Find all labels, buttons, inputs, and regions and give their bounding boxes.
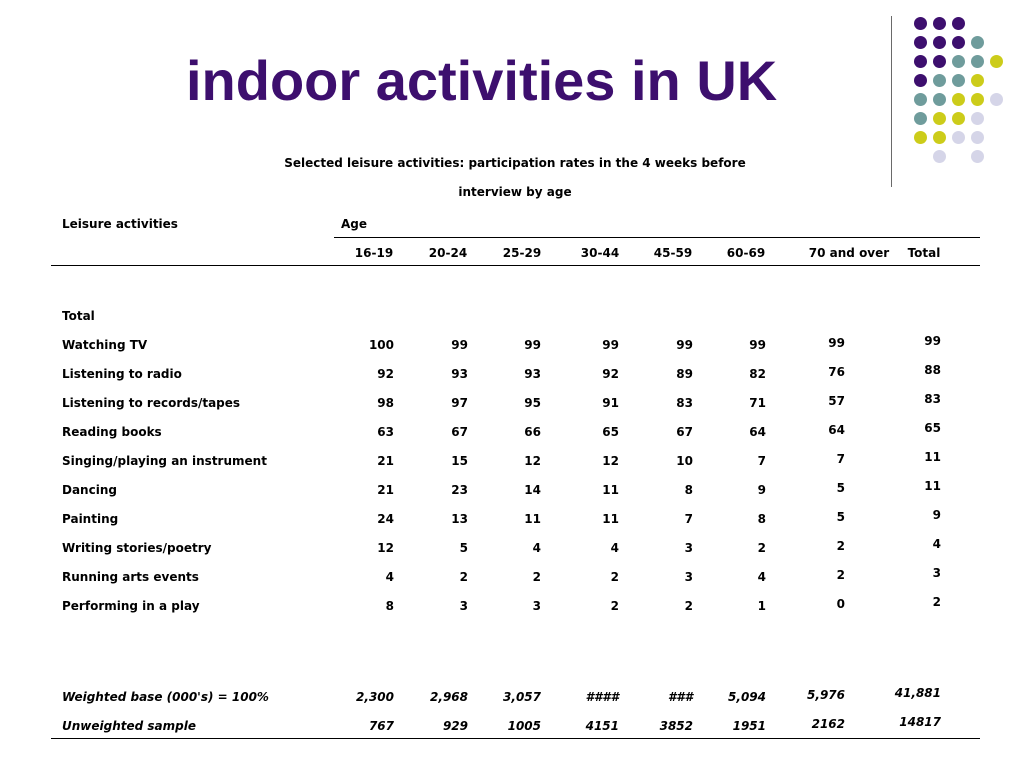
table-bottom-rule: [51, 738, 980, 739]
activity-label: Writing stories/poetry: [62, 541, 212, 555]
activity-label: Watching TV: [62, 338, 148, 352]
header-bottom-rule: [51, 265, 980, 266]
activity-label: Singing/playing an instrument: [62, 454, 267, 468]
decorative-dot: [914, 112, 927, 125]
decorative-dot: [952, 36, 965, 49]
column-header: 70 and over: [808, 246, 890, 260]
table-cell: 98: [377, 396, 394, 410]
decorative-dot: [971, 93, 984, 106]
table-cell: 11: [524, 512, 541, 526]
table-cell: 15: [451, 454, 468, 468]
decorative-dot: [933, 93, 946, 106]
footer-cell: 2162: [811, 717, 845, 731]
table-cell: 65: [602, 425, 619, 439]
decorative-dot: [914, 36, 927, 49]
table-cell: 92: [377, 367, 394, 381]
table-cell: 99: [524, 338, 541, 352]
table-cell: 3: [684, 570, 693, 584]
decorative-dot: [952, 93, 965, 106]
table-cell: 12: [524, 454, 541, 468]
column-header: 16-19: [354, 246, 394, 260]
decorative-dot: [971, 55, 984, 68]
table-cell: 76: [828, 365, 845, 379]
table-cell: 12: [602, 454, 619, 468]
decorative-dot: [914, 131, 927, 144]
table-cell: 99: [676, 338, 693, 352]
table-cell: 8: [684, 483, 693, 497]
table-cell: 2: [459, 570, 468, 584]
table-cell: 93: [451, 367, 468, 381]
footer-cell: 2,300: [356, 690, 394, 704]
table-cell: 10: [676, 454, 693, 468]
decorative-dot: [914, 55, 927, 68]
table-cell: 99: [828, 336, 845, 350]
decorative-dot: [933, 55, 946, 68]
decorative-dot: [933, 112, 946, 125]
table-cell: 23: [451, 483, 468, 497]
decorative-dot: [952, 74, 965, 87]
column-header: 20-24: [428, 246, 468, 260]
table-cell: 2: [836, 568, 845, 582]
column-header: Total: [907, 246, 941, 260]
table-cell: 7: [836, 452, 845, 466]
table-cell: 95: [524, 396, 541, 410]
table-cell: 3: [459, 599, 468, 613]
table-cell: 3: [532, 599, 541, 613]
table-cell: 5: [459, 541, 468, 555]
table-cell: 4: [932, 537, 941, 551]
activity-label: Listening to records/tapes: [62, 396, 241, 410]
page-title: indoor activities in UK: [186, 49, 778, 112]
activity-label: Performing in a play: [62, 599, 200, 613]
activity-label: Dancing: [62, 483, 117, 497]
decorative-dot: [933, 131, 946, 144]
column-header: 30-44: [580, 246, 620, 260]
section-label-total: Total: [62, 309, 95, 323]
table-cell: 63: [377, 425, 394, 439]
table-cell: 2: [532, 570, 541, 584]
table-cell: 65: [924, 421, 941, 435]
table-cell: 11: [924, 450, 941, 464]
table-cell: 99: [602, 338, 619, 352]
table-cell: 67: [451, 425, 468, 439]
table-cell: 88: [924, 363, 941, 377]
column-header: 60-69: [726, 246, 766, 260]
table-cell: 83: [676, 396, 693, 410]
decorative-dot: [952, 17, 965, 30]
table-caption-line1: Selected leisure activities: participation rates in the 4 weeks before: [284, 156, 746, 170]
table-cell: 13: [451, 512, 468, 526]
table-cell: 66: [524, 425, 541, 439]
table-cell: 97: [451, 396, 468, 410]
decorative-dot: [990, 93, 1003, 106]
table-cell: 12: [377, 541, 394, 555]
decorative-dot: [914, 93, 927, 106]
table-cell: 7: [757, 454, 766, 468]
table-cell: 7: [684, 512, 693, 526]
table-cell: 67: [676, 425, 693, 439]
footer-cell: 1005: [507, 719, 541, 733]
decorative-dot: [914, 17, 927, 30]
table-cell: 4: [532, 541, 541, 555]
table-cell: 3: [932, 566, 941, 580]
decorative-dot: [971, 74, 984, 87]
decorative-dot: [971, 112, 984, 125]
footer-cell: 2,968: [430, 690, 468, 704]
footer-row-label: Weighted base (000's) = 100%: [62, 690, 269, 704]
footer-cell: ####: [585, 690, 619, 704]
footer-cell: 3852: [659, 719, 693, 733]
table-cell: 99: [451, 338, 468, 352]
table-cell: 8: [385, 599, 394, 613]
decorative-dot: [952, 131, 965, 144]
footer-cell: 14817: [899, 715, 941, 729]
column-header: 45-59: [653, 246, 693, 260]
footer-cell: 1951: [732, 719, 766, 733]
decorative-dot: [971, 36, 984, 49]
table-cell: 2: [932, 595, 941, 609]
decorative-dot: [933, 74, 946, 87]
row-header: Leisure activities: [62, 217, 178, 231]
table-cell: 100: [368, 338, 394, 352]
decorative-dot: [952, 55, 965, 68]
age-group-header: Age: [341, 217, 368, 231]
table-cell: 3: [684, 541, 693, 555]
table-cell: 2: [610, 570, 619, 584]
table-cell: 57: [828, 394, 845, 408]
table-cell: 1: [757, 599, 766, 613]
footer-cell: 41,881: [894, 686, 941, 700]
table-cell: 82: [749, 367, 766, 381]
table-cell: 92: [602, 367, 619, 381]
table-cell: 2: [684, 599, 693, 613]
footer-cell: 5,094: [728, 690, 766, 704]
table-cell: 71: [749, 396, 766, 410]
decorative-dot: [952, 112, 965, 125]
table-cell: 11: [924, 479, 941, 493]
footer-cell: 5,976: [807, 688, 845, 702]
age-header-rule: [334, 237, 980, 238]
table-cell: 5: [836, 510, 845, 524]
activity-label: Listening to radio: [62, 367, 182, 381]
table-cell: 2: [610, 599, 619, 613]
table-cell: 4: [757, 570, 766, 584]
decorative-dot: [933, 36, 946, 49]
decorative-dot: [933, 17, 946, 30]
table-cell: 11: [602, 512, 619, 526]
table-cell: 8: [757, 512, 766, 526]
table-cell: 9: [932, 508, 941, 522]
table-cell: 99: [749, 338, 766, 352]
activity-label: Running arts events: [62, 570, 199, 584]
footer-cell: ###: [667, 690, 693, 704]
table-caption-line2: interview by age: [458, 185, 572, 199]
decorative-dot: [914, 74, 927, 87]
table-cell: 21: [377, 483, 394, 497]
table-cell: 99: [924, 334, 941, 348]
table-cell: 4: [610, 541, 619, 555]
table-cell: 91: [602, 396, 619, 410]
activity-label: Painting: [62, 512, 119, 526]
decorative-dot: [971, 131, 984, 144]
table-cell: 0: [836, 597, 845, 611]
table-cell: 5: [836, 481, 845, 495]
footer-cell: 767: [368, 719, 394, 733]
decorative-dot: [990, 55, 1003, 68]
table-cell: 2: [757, 541, 766, 555]
footer-cell: 929: [442, 719, 468, 733]
table-cell: 4: [385, 570, 394, 584]
footer-row-label: Unweighted sample: [62, 719, 196, 733]
table-cell: 14: [524, 483, 541, 497]
table-cell: 2: [836, 539, 845, 553]
table-cell: 93: [524, 367, 541, 381]
table-cell: 9: [757, 483, 766, 497]
table-cell: 11: [602, 483, 619, 497]
column-header: 25-29: [502, 246, 542, 260]
table-cell: 89: [676, 367, 693, 381]
table-cell: 21: [377, 454, 394, 468]
table-cell: 24: [377, 512, 394, 526]
footer-cell: 3,057: [503, 690, 541, 704]
table-cell: 64: [828, 423, 845, 437]
decorative-dot-grid: [0, 0, 1024, 200]
footer-cell: 4151: [585, 719, 619, 733]
table-cell: 64: [749, 425, 766, 439]
table-cell: 83: [924, 392, 941, 406]
activity-label: Reading books: [62, 425, 162, 439]
